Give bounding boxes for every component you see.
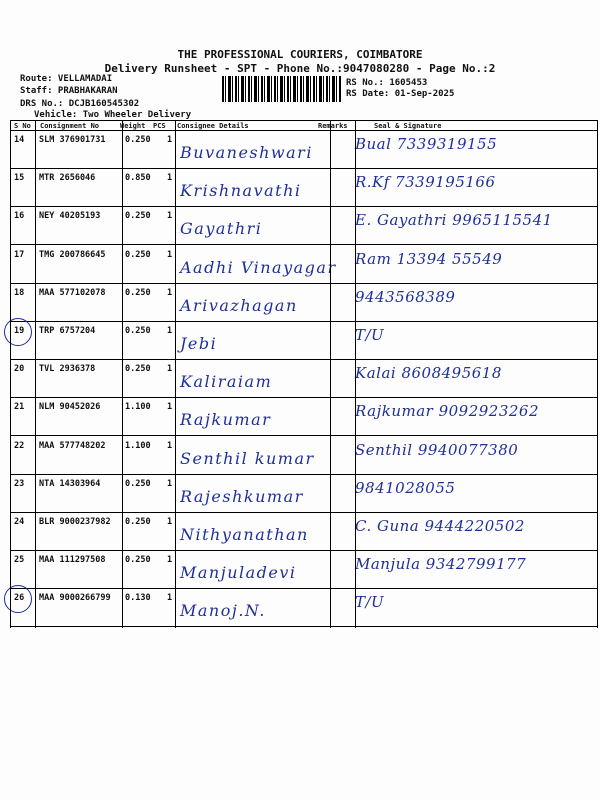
signature: E. Gayathri 9965115541 <box>355 211 553 230</box>
serial-circle-mark <box>4 585 32 613</box>
staff-label: Staff: PRABHAKARAN <box>20 86 118 96</box>
consignment-number: BLR 9000237982 <box>39 517 111 527</box>
signature: 9841028055 <box>355 478 456 497</box>
weight-value: 0.250 <box>125 555 151 566</box>
serial-number: 23 <box>14 478 25 489</box>
col-seal: Seal & Signature <box>374 122 442 130</box>
pieces-count: 1 <box>167 517 173 527</box>
consignment-number: MAA 111297508 <box>39 555 106 566</box>
consignee-name: Krishnavathi <box>180 181 302 201</box>
weight-value: 0.250 <box>125 135 151 145</box>
consignment-number: NEY 40205193 <box>39 211 101 222</box>
serial-number: 17 <box>14 249 25 260</box>
consignment-number: SLM 376901731 <box>39 135 106 145</box>
table-row <box>10 437 598 474</box>
consignee-name: Rajeshkumar <box>180 486 304 506</box>
serial-number: 18 <box>14 287 25 298</box>
consignment-number: TRP 6757204 <box>39 326 96 336</box>
consignee-name: Aadhi Vinayagar <box>180 257 337 277</box>
weight-value: 1.100 <box>125 402 151 413</box>
signature: Manjula 9342799177 <box>355 555 527 574</box>
pieces-count: 1 <box>167 287 173 298</box>
col-weight: Weight <box>120 122 146 130</box>
serial-number: 15 <box>14 173 25 184</box>
weight-value: 0.250 <box>125 478 151 489</box>
consignment-table <box>10 120 598 660</box>
route-label: Route: VELLAMADAI <box>20 74 113 84</box>
consignment-number: NLM 90452026 <box>39 402 101 413</box>
company-title: THE PROFESSIONAL COURIERS, COIMBATORE <box>177 48 423 61</box>
pieces-count: 1 <box>167 173 173 184</box>
consignee-name: Arivazhagan <box>180 295 298 315</box>
consignee-name: Rajkumar <box>180 410 272 430</box>
serial-number: 24 <box>14 517 25 527</box>
table-row <box>10 513 598 550</box>
consignment-number: NTA 14303964 <box>39 478 101 489</box>
barcode <box>222 76 342 102</box>
pieces-count: 1 <box>167 478 173 489</box>
rs-date: RS Date: 01-Sep-2025 <box>346 89 455 99</box>
weight-value: 0.250 <box>125 249 151 260</box>
signature: Senthil 9940077380 <box>355 440 519 459</box>
weight-value: 0.250 <box>125 211 151 222</box>
col-consignment: Consignment No <box>40 122 100 130</box>
serial-number: 20 <box>14 364 25 375</box>
consignment-number: TMG 200786645 <box>39 249 106 260</box>
pieces-count: 1 <box>167 440 173 451</box>
consignee-name: Manoj.N. <box>180 601 266 621</box>
col-remarks: Remarks <box>318 122 348 130</box>
signature: Bual 7339319155 <box>355 135 498 153</box>
table-row <box>10 398 598 435</box>
consignment-number: MTR 2656046 <box>39 173 96 184</box>
consignment-number: MAA 9000266799 <box>39 593 111 604</box>
table-row <box>10 322 598 359</box>
col-sno: S No <box>14 122 31 130</box>
pieces-count: 1 <box>167 402 173 413</box>
signature: Rajkumar 9092923262 <box>355 402 540 421</box>
signature: Kalai 8608495618 <box>355 364 502 383</box>
runsheet-title: Delivery Runsheet - SPT - Phone No.:9047080280 - Page No.:2 <box>104 62 496 75</box>
col-pcs: PCS <box>153 122 166 130</box>
weight-value: 1.100 <box>125 440 151 451</box>
weight-value: 0.250 <box>125 364 151 375</box>
consignee-name: Senthil kumar <box>180 448 315 468</box>
pieces-count: 1 <box>167 211 173 222</box>
pieces-count: 1 <box>167 364 173 375</box>
table-row <box>10 475 598 512</box>
weight-value: 0.850 <box>125 173 151 184</box>
consignment-number: MAA 577748202 <box>39 440 106 451</box>
serial-number: 26 <box>14 593 25 604</box>
weight-value: 0.250 <box>125 517 151 527</box>
drs-number: DRS No.: DCJB160545302 <box>20 99 140 109</box>
signature: 9443568389 <box>355 287 456 306</box>
signature: T/U <box>355 593 385 612</box>
table-row <box>10 284 598 321</box>
signature: R.Kf 7339195166 <box>355 173 496 192</box>
table-row <box>10 131 598 168</box>
table-row <box>10 551 598 588</box>
weight-value: 0.250 <box>125 326 151 336</box>
signature: T/U <box>355 326 385 344</box>
consignee-name: Kaliraiam <box>180 372 273 392</box>
weight-value: 0.250 <box>125 287 151 298</box>
serial-number: 22 <box>14 440 25 451</box>
pieces-count: 1 <box>167 593 173 604</box>
pieces-count: 1 <box>167 135 173 145</box>
consignment-number: MAA 577102078 <box>39 287 106 298</box>
serial-number: 25 <box>14 555 25 566</box>
consignee-name: Gayathri <box>180 219 263 239</box>
signature: C. Guna 9444220502 <box>355 517 525 535</box>
table-row <box>10 169 598 206</box>
table-row <box>10 589 598 626</box>
consignee-name: Buvaneshwari <box>180 143 313 162</box>
serial-number: 19 <box>14 326 25 336</box>
serial-number: 16 <box>14 211 25 222</box>
vehicle-label: Vehicle: Two Wheeler Delivery <box>34 110 192 120</box>
serial-number: 21 <box>14 402 25 413</box>
serial-number: 14 <box>14 135 25 145</box>
table-row <box>10 246 598 283</box>
weight-value: 0.130 <box>125 593 151 604</box>
serial-circle-mark <box>4 318 32 346</box>
signature: Ram 13394 55549 <box>355 249 503 268</box>
consignee-name: Nithyanathan <box>180 525 309 544</box>
pieces-count: 1 <box>167 249 173 260</box>
col-consignee: Consignee Details <box>177 122 249 130</box>
rs-number: RS No.: 1605453 <box>346 78 428 88</box>
consignee-name: Jebi <box>180 334 218 353</box>
consignment-number: TVL 2936378 <box>39 364 96 375</box>
table-row <box>10 207 598 244</box>
pieces-count: 1 <box>167 555 173 566</box>
pieces-count: 1 <box>167 326 173 336</box>
table-row <box>10 360 598 397</box>
consignee-name: Manjuladevi <box>180 563 297 583</box>
